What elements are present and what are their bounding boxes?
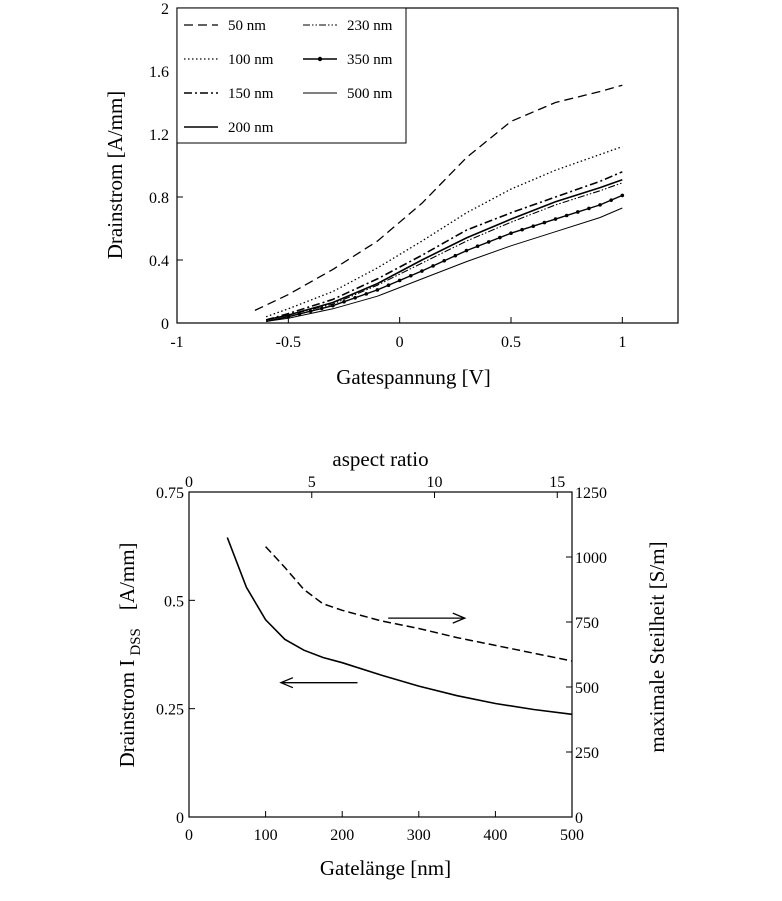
y-tick-label: 2 xyxy=(161,1,169,18)
series-marker-350-nm xyxy=(420,269,424,273)
drain-current-curve xyxy=(227,538,572,715)
series-marker-350-nm xyxy=(543,221,547,225)
x-axis-title: Gatelänge [nm] xyxy=(319,856,452,880)
right-y-tick-label: 250 xyxy=(575,745,599,762)
series-marker-350-nm xyxy=(498,236,502,240)
transconductance-curve xyxy=(266,547,572,661)
series-marker-350-nm xyxy=(353,296,357,300)
series-marker-350-nm xyxy=(442,259,446,263)
top-x-tick-label: 0 xyxy=(185,474,193,491)
series-line-230-nm xyxy=(266,183,622,320)
right-y-tick-label: 1250 xyxy=(575,485,607,502)
y-tick-label: 1.2 xyxy=(149,127,169,144)
legend-label: 50 nm xyxy=(228,18,266,34)
x-tick-label: -0.5 xyxy=(275,334,301,351)
x-tick-label: 0.5 xyxy=(501,334,521,351)
series-marker-350-nm xyxy=(487,240,491,244)
top-x-axis-title: aspect ratio xyxy=(332,447,429,471)
series-marker-350-nm xyxy=(409,274,413,278)
series-marker-350-nm xyxy=(331,304,335,308)
x-tick-label: 1 xyxy=(618,334,627,351)
y-tick-label: 0.4 xyxy=(149,253,169,270)
series-line-350-nm xyxy=(266,195,622,321)
legend-label: 100 nm xyxy=(228,52,274,68)
legend-label: 150 nm xyxy=(228,86,274,102)
series-marker-350-nm xyxy=(387,283,391,287)
y-tick-label: 0 xyxy=(176,810,184,827)
legend-label: 500 nm xyxy=(347,86,393,102)
series-marker-350-nm xyxy=(565,214,569,218)
legend-label: 200 nm xyxy=(228,120,274,136)
series-marker-350-nm xyxy=(598,203,602,207)
legend xyxy=(177,8,406,143)
series-marker-350-nm xyxy=(364,292,368,296)
series-marker-350-nm xyxy=(621,194,625,198)
x-tick-label: 300 xyxy=(406,827,431,844)
x-tick-label: -1 xyxy=(170,334,184,351)
y-tick-label: 0.25 xyxy=(156,701,184,719)
series-marker-350-nm xyxy=(576,210,580,214)
x-tick-label: 500 xyxy=(560,827,584,844)
top-x-tick-label: 10 xyxy=(426,474,443,491)
series-marker-350-nm xyxy=(520,228,524,232)
x-axis-title: Gatespannung [V] xyxy=(336,365,491,389)
series-marker-350-nm xyxy=(454,254,458,258)
series-marker-350-nm xyxy=(554,217,558,221)
series-marker-350-nm xyxy=(342,300,346,304)
series-marker-350-nm xyxy=(376,288,380,292)
y-tick-label: 0.5 xyxy=(164,593,184,611)
legend-marker xyxy=(318,57,322,61)
series-marker-350-nm xyxy=(309,309,313,313)
right-y-tick-label: 0 xyxy=(575,810,583,827)
x-tick-label: 400 xyxy=(483,827,508,844)
series-line-100-nm xyxy=(266,147,622,317)
y-tick-label: 1.6 xyxy=(149,64,169,81)
right-y-tick-label: 1000 xyxy=(575,550,607,567)
y-axis-title-unit: [A/mm] xyxy=(115,542,139,611)
chart-drain-current-vs-gate-voltage xyxy=(103,1,678,389)
top-x-tick-label: 15 xyxy=(549,474,566,491)
x-tick-label: 0 xyxy=(185,827,193,844)
series-marker-350-nm xyxy=(609,198,613,202)
x-tick-label: 200 xyxy=(330,827,355,844)
x-tick-label: 0 xyxy=(395,334,404,351)
y-axis-title-main: Drainstrom I xyxy=(115,659,139,768)
y-axis-title-subscript: DSS xyxy=(128,628,144,656)
right-y-axis-title: maximale Steilheit [S/m] xyxy=(645,541,669,753)
series-marker-350-nm xyxy=(465,249,469,253)
x-tick-label: 100 xyxy=(253,827,278,844)
legend-label: 350 nm xyxy=(347,52,393,68)
series-marker-350-nm xyxy=(398,279,402,283)
series-marker-350-nm xyxy=(531,224,535,228)
y-tick-label: 0.8 xyxy=(149,190,169,207)
plot-frame xyxy=(189,492,572,817)
series-marker-350-nm xyxy=(431,264,435,268)
y-axis-title: Drainstrom [A/mm] xyxy=(103,90,127,260)
top-x-tick-label: 5 xyxy=(307,474,316,491)
series-marker-350-nm xyxy=(509,231,513,235)
series-marker-350-nm xyxy=(476,244,480,248)
series-line-150-nm xyxy=(266,172,622,320)
y-axis-title xyxy=(115,542,144,767)
series-marker-350-nm xyxy=(320,307,324,311)
chart-drain-current-vs-gate-length xyxy=(115,447,669,880)
right-y-tick-label: 500 xyxy=(575,680,599,697)
y-tick-label: 0.75 xyxy=(156,485,184,502)
series-marker-350-nm xyxy=(587,207,591,211)
legend-label: 230 nm xyxy=(347,18,393,34)
right-y-tick-label: 750 xyxy=(575,615,599,632)
y-tick-label: 0 xyxy=(161,316,169,333)
